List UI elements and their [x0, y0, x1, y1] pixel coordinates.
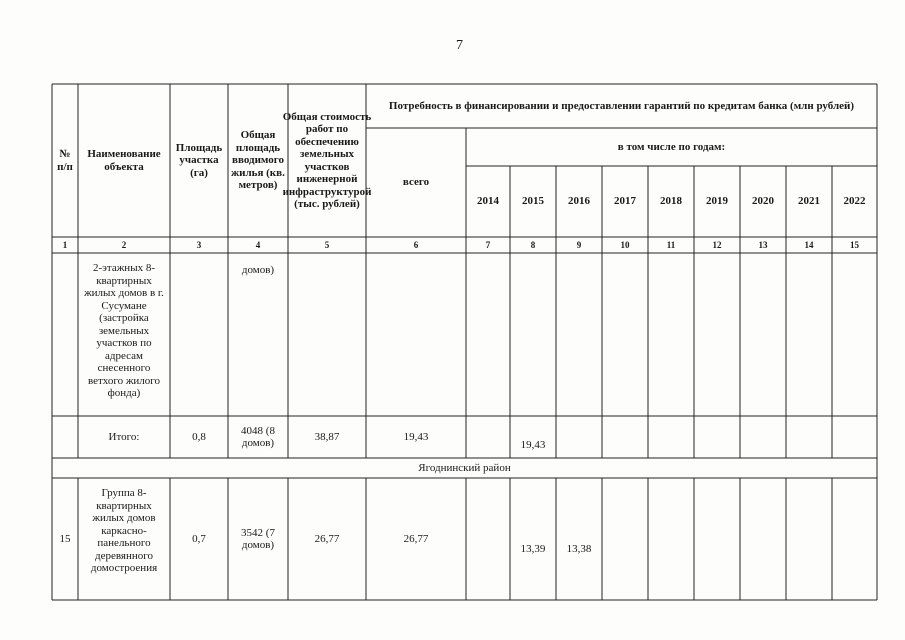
header-by-years: в том числе по годам: — [617, 140, 726, 153]
col-index: 9 — [576, 239, 582, 250]
header-area: Площадь участка (га) — [175, 141, 223, 179]
header-cost: Общая стоимость работ по обеспечению земельных участков инженерной инфраструктурой (тыс. рублей) — [282, 110, 372, 210]
cont-object-name: 2-этажных 8-квартирных жилых домов в г. Сусумане (застройка земельных участков по адресам снесенного ветхого жилого фонда) — [84, 262, 164, 399]
row15-2016: 13,38 — [566, 542, 592, 555]
header-housing: Общая площадь вводимого жилья (кв. метров) — [231, 129, 285, 192]
col-index: 12 — [712, 239, 722, 250]
year-2018: 2018 — [660, 195, 682, 208]
header-name: Наименование объекта — [87, 148, 161, 173]
col-index: 2 — [121, 239, 127, 250]
header-total: всего — [402, 176, 430, 189]
col-index: 14 — [804, 239, 814, 250]
year-2022: 2022 — [843, 195, 866, 208]
year-2021: 2021 — [798, 195, 820, 208]
col-index: 8 — [530, 239, 536, 250]
header-need: Потребность в финансировании и предоставлении гарантий по кредитам банка (млн рублей) — [388, 99, 855, 112]
col-index: 4 — [255, 239, 261, 250]
col-index: 10 — [620, 239, 630, 250]
row15-total: 26,77 — [403, 532, 429, 545]
row15-2015: 13,39 — [520, 542, 546, 555]
itogo-housing: 4048 (8 домов) — [241, 424, 275, 449]
row15-name: Группа 8-квартирных жилых домов каркасно-панельного деревянного домостроения — [90, 487, 158, 574]
year-2014: 2014 — [477, 195, 499, 208]
row15-housing: 3542 (7 домов) — [241, 526, 275, 551]
col-index: 13 — [758, 239, 768, 250]
col-index: 5 — [324, 239, 330, 250]
col-index: 6 — [413, 239, 419, 250]
year-2015: 2015 — [522, 195, 544, 208]
row15-area: 0,7 — [192, 532, 206, 545]
col-index: 11 — [666, 239, 676, 250]
col-index: 1 — [62, 239, 68, 250]
header-num: № п/п — [57, 148, 73, 173]
itogo-label: Итого: — [108, 430, 140, 443]
year-2017: 2017 — [614, 195, 636, 208]
col-index: 3 — [196, 239, 202, 250]
col-index: 7 — [485, 239, 491, 250]
year-2019: 2019 — [706, 195, 728, 208]
year-2020: 2020 — [752, 195, 774, 208]
district-name: Ягоднинский район — [418, 461, 511, 474]
cont-housing: домов) — [241, 264, 275, 276]
col-index: 15 — [850, 239, 859, 250]
itogo-cost: 38,87 — [314, 430, 340, 443]
year-2016: 2016 — [568, 195, 590, 208]
row15-cost: 26,77 — [314, 532, 340, 545]
page-number: 7 — [456, 38, 463, 53]
row15-num: 15 — [59, 532, 71, 545]
itogo-area: 0,8 — [192, 430, 206, 443]
itogo-total: 19,43 — [403, 430, 429, 443]
itogo-2015: 19,43 — [520, 438, 546, 451]
